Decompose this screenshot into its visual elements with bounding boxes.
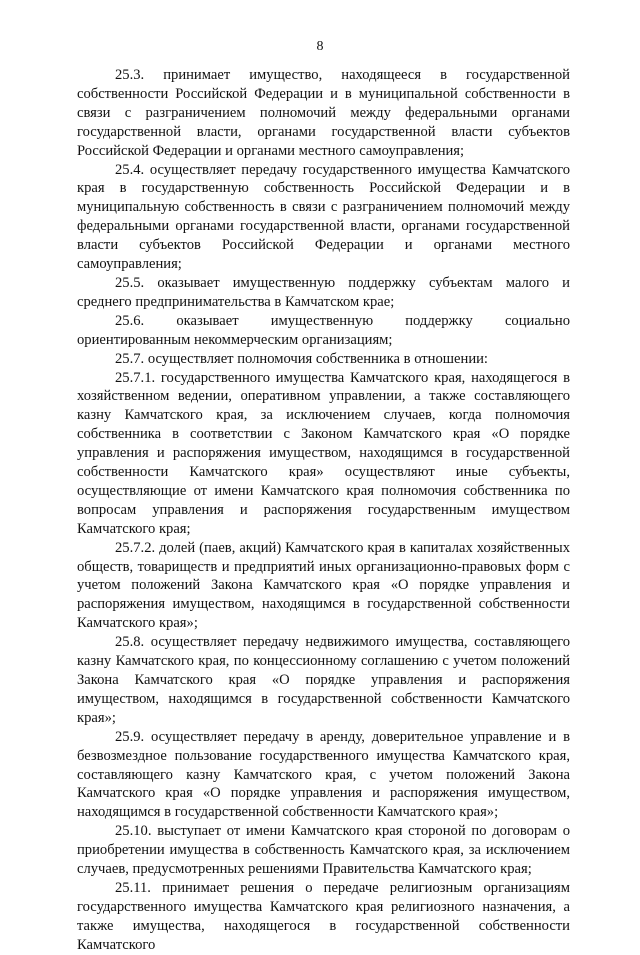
paragraph-25-5: 25.5. оказывает имущественную поддержку субъектам малого и среднего предпринимательства в Камчатском крае;	[77, 274, 570, 310]
paragraph-25-11: 25.11. принимает решения о передаче религиозным организациям государственного имущества Камчатского края религиозного назначения, а также имущества, находящегося в государственной собственности Камчатского	[77, 879, 570, 953]
paragraph-25-4: 25.4. осуществляет передачу государственного имущества Камчатского края в государственную собственность Российской Федерации и в муниципальную собственность в связи с разграничением полномочий между федеральными органами государственной власти, органами государственной власти субъектов Российской Федерации и органами местного самоуправления;	[77, 161, 570, 273]
paragraph-25-6: 25.6. оказывает имущественную поддержку социально ориентированным некоммерческим организациям;	[77, 312, 570, 348]
paragraph-25-8: 25.8. осуществляет передачу недвижимого имущества, составляющего казну Камчатского края, по концессионному соглашению с учетом положений Закона Камчатского края «О порядке управления и распоряжения имуществом, находящимся в государственной собственности Камчатского края»;	[77, 634, 570, 726]
paragraph-25-7-2: 25.7.2. долей (паев, акций) Камчатского края в капиталах хозяйственных обществ, товариществ и предприятий иных организационно-правовых форм с учетом положений Закона Камчатского края «О порядке управления и распоряжения имуществом, находящимся в государственной собственности Камчатского края»;	[77, 539, 570, 632]
document-body	[77, 66, 570, 955]
paragraph-25-7: 25.7. осуществляет полномочия собственника в отношении:	[115, 350, 488, 367]
page-number: 8	[316, 39, 324, 54]
paragraph-25-10: 25.10. выступает от имени Камчатского края стороной по договорам о приобретении имущества в собственность Камчатского края, за исключением случаев, предусмотренных решениями Правительства Камчатского края;	[77, 823, 570, 878]
paragraph-25-3: 25.3. принимает имущество, находящееся в государственной собственности Российской Федерации и в муниципальной собственности в связи с разграничением полномочий между федеральными органами государственной власти, органами государственной власти субъектов Российской Федерации и органами местного самоуправления;	[77, 67, 570, 159]
paragraph-25-7-1: 25.7.1. государственного имущества Камчатского края, находящегося в хозяйственном ведении, оперативном управлении, а также составляющего казну Камчатского края, за исключением случаев, когда полномочия собственника в соответствии с Законом Камчатского края «О порядке управления и распоряжения имуществом, находящимся в государственной собственности Камчатского края» осуществляют иные субъекты, осуществляющие от имени Камчатского края полномочия собственника по вопросам управления и распоряжения государственным имуществом Камчатского края;	[77, 369, 570, 537]
paragraph-25-9: 25.9. осуществляет передачу в аренду, доверительное управление и в безвозмездное пользование государственного имущества Камчатского края, составляющего казну Камчатского края, с учетом положений Закона Камчатского края «О порядке управления и распоряжения имуществом, находящимся в государственной собственности Камчатского края»;	[77, 728, 570, 821]
